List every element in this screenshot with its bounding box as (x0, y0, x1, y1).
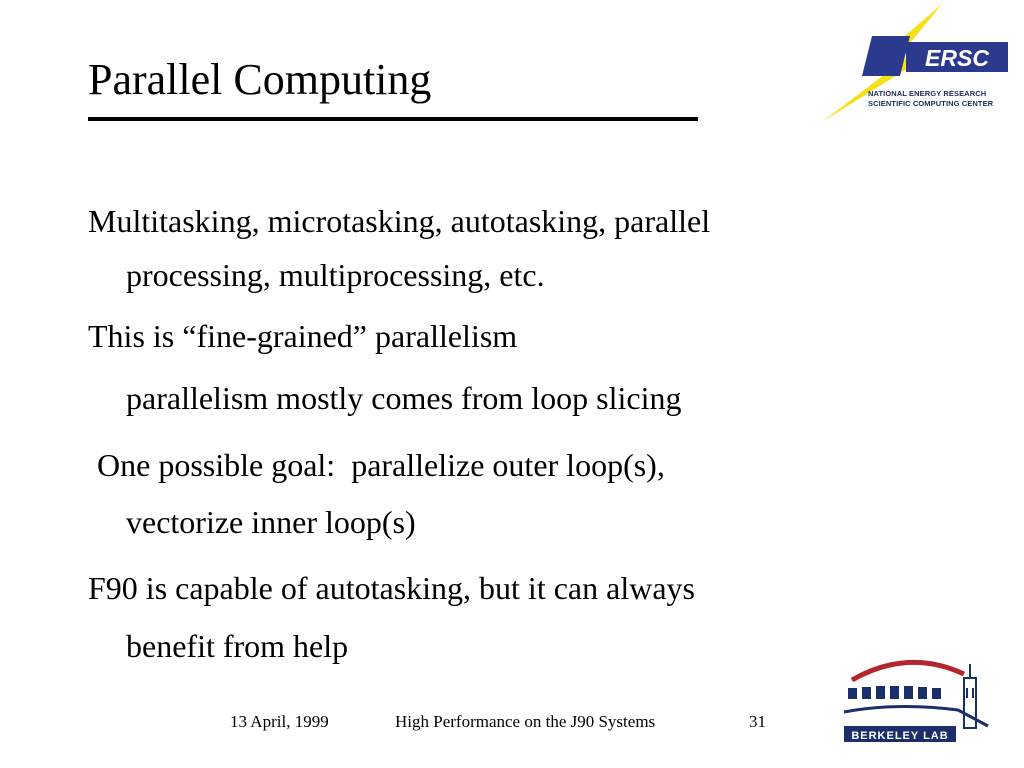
nersc-subtitle (868, 89, 993, 109)
nersc-subtitle-line-1: NATIONAL ENERGY RESEARCH (868, 89, 987, 98)
body-line-3: This is “fine-grained” parallelism (88, 318, 518, 354)
body-line-8: benefit from help (126, 628, 349, 664)
berkeley-lab-arches (848, 686, 941, 699)
footer-title: High Performance on the J90 Systems (395, 712, 656, 731)
body-line-6: vectorize inner loop(s) (126, 504, 416, 540)
body-line-2: processing, multiprocessing, etc. (126, 257, 545, 293)
body-line-7: F90 is capable of autotasking, but it can always (88, 570, 695, 606)
nersc-wordmark: ERSC (925, 45, 989, 71)
berkeley-lab-wordmark: BERKELEY LAB (851, 730, 949, 742)
body-line-4: parallelism mostly comes from loop slicing (126, 380, 682, 416)
slide-title: Parallel Computing (88, 55, 432, 104)
title-underline (88, 117, 698, 121)
body-line-1: Multitasking, microtasking, autotasking, parallel (88, 203, 711, 239)
berkeley-lab-logo (838, 650, 994, 748)
footer-date: 13 April, 1999 (230, 712, 329, 731)
footer-page-number: 31 (749, 712, 766, 731)
body-line-5: One possible goal: parallelize outer loop(s), (97, 447, 665, 483)
berkeley-lab-swoosh (844, 706, 988, 726)
nersc-subtitle-line-2: SCIENTIFIC COMPUTING CENTER (868, 99, 994, 108)
berkeley-lab-arc (852, 662, 964, 680)
